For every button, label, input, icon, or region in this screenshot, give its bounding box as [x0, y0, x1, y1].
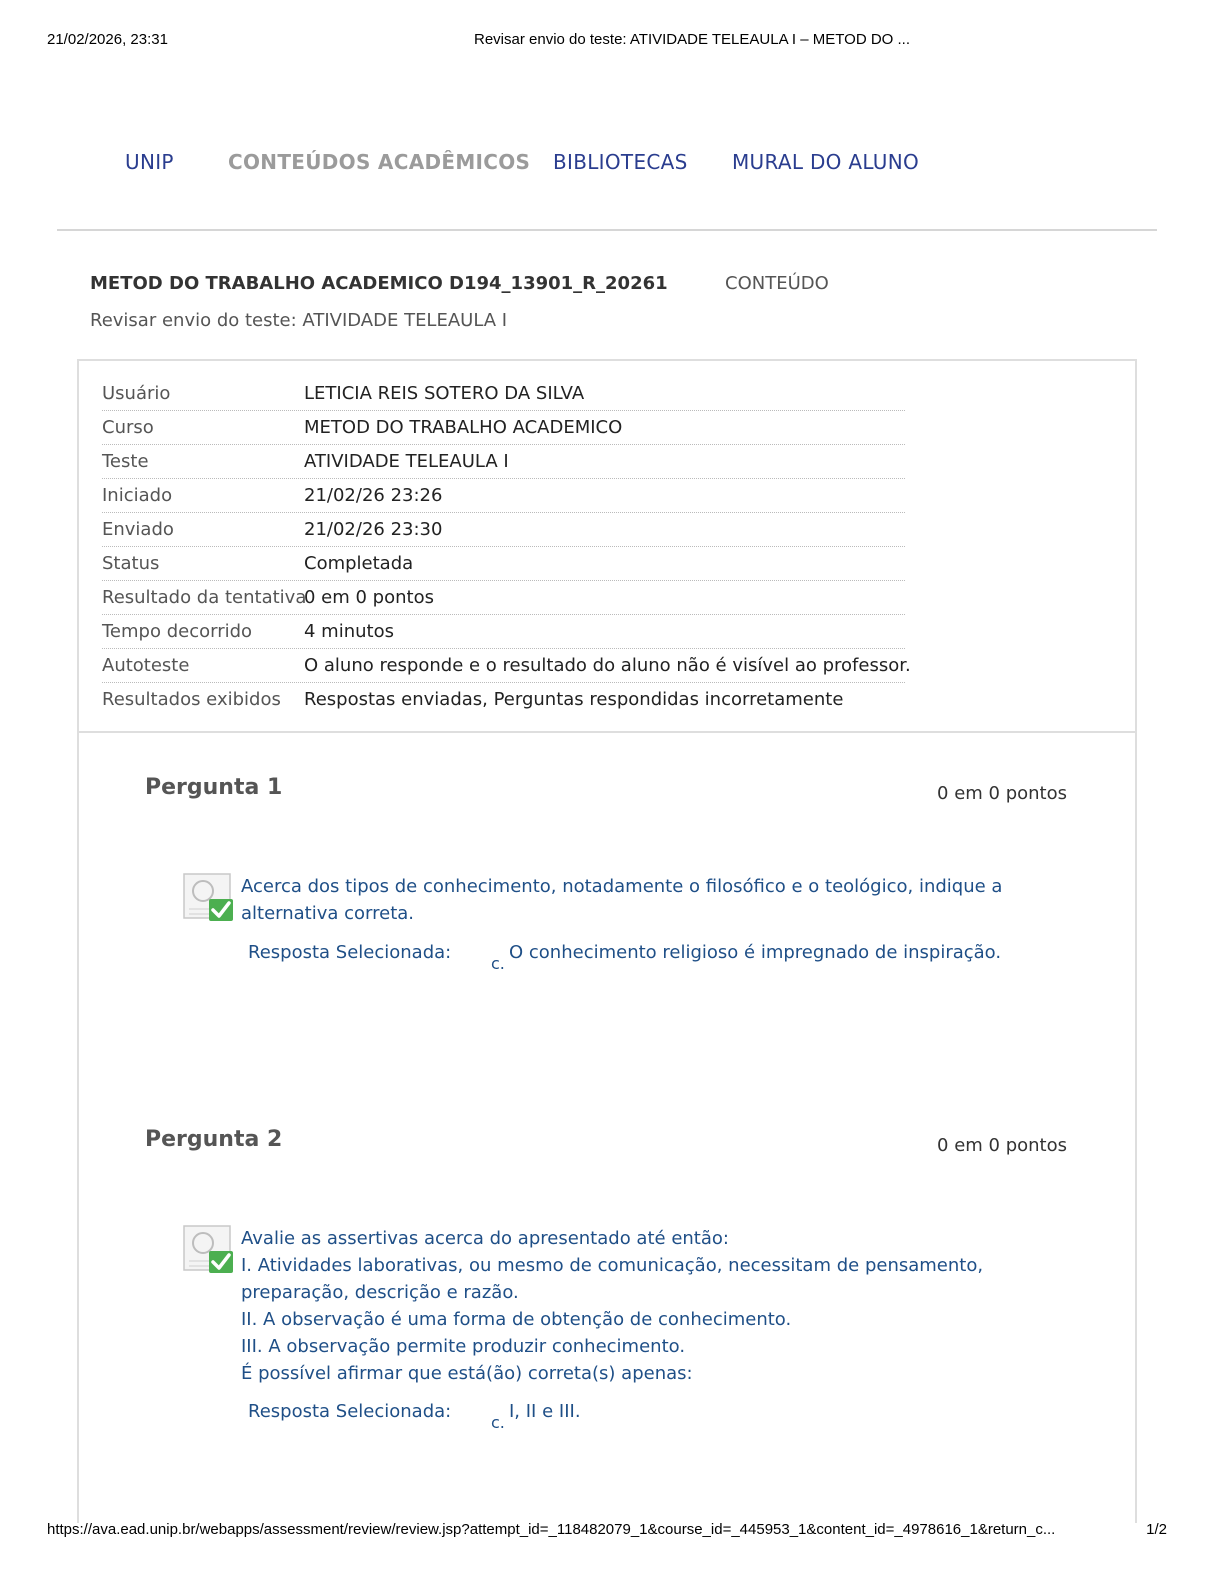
question-text-line: Acerca dos tipos de conhecimento, notadamente o filosófico e o teológico, indique a — [241, 876, 1003, 897]
question-2-title: Pergunta 2 — [145, 1127, 283, 1152]
info-row — [102, 581, 905, 615]
correct-checkmark-icon — [183, 873, 235, 923]
course-title: METOD DO TRABALHO ACADEMICO D194_13901_R_20261 — [90, 273, 668, 294]
info-label: Autoteste — [102, 655, 190, 676]
print-title: Revisar envio do teste: ATIVIDADE TELEAULA I – METOD DO ... — [474, 31, 910, 48]
question-1-response-letter: c. — [491, 954, 505, 973]
question-text-line: II. A observação é uma forma de obtenção de conhecimento. — [241, 1309, 792, 1330]
question-text-line: III. A observação permite produzir conhecimento. — [241, 1336, 686, 1357]
info-row — [102, 615, 905, 649]
question-1-text — [241, 873, 1021, 927]
question-text-line: É possível afirmar que está(ão) correta(s) apenas: — [241, 1363, 693, 1384]
attempt-info-table — [77, 359, 1137, 733]
info-value: METOD DO TRABALHO ACADEMICO — [304, 417, 623, 438]
info-label: Curso — [102, 417, 154, 438]
info-label: Enviado — [102, 519, 174, 540]
correct-checkmark-icon — [183, 1225, 235, 1275]
question-1-response-text: O conhecimento religioso é impregnado de inspiração. — [509, 942, 1002, 963]
print-url: https://ava.ead.unip.br/webapps/assessment/review/review.jsp?attempt_id=_118482079_1&course_id=_445953_1&content_id=_4978616_1&return_c... — [47, 1521, 1056, 1538]
question-2-response-text: I, II e III. — [509, 1401, 581, 1422]
nav-divider — [57, 229, 1157, 231]
question-text-line: alternativa correta. — [241, 903, 415, 924]
info-value: ATIVIDADE TELEAULA I — [304, 451, 509, 472]
question-text-line: I. Atividades laborativas, ou mesmo de comunicação, necessitam de pensamento, — [241, 1255, 984, 1276]
info-value: Respostas enviadas, Perguntas respondidas incorretamente — [304, 689, 844, 710]
info-row — [102, 649, 911, 683]
page-breadcrumb: Revisar envio do teste: ATIVIDADE TELEAULA I — [90, 310, 508, 331]
info-label: Status — [102, 553, 160, 574]
question-2-points: 0 em 0 pontos — [937, 1135, 1067, 1156]
nav-bibliotecas[interactable]: BIBLIOTECAS — [553, 150, 688, 174]
info-row — [102, 683, 905, 717]
question-1-response-label: Resposta Selecionada: — [248, 942, 452, 963]
info-row — [102, 411, 905, 445]
nav-unip[interactable]: UNIP — [125, 150, 174, 174]
question-text-line: preparação, descrição e razão. — [241, 1282, 519, 1303]
question-2-text — [241, 1225, 1021, 1387]
info-label: Iniciado — [102, 485, 173, 506]
print-datetime: 21/02/2026, 23:31 — [47, 31, 168, 48]
info-label: Resultados exibidos — [102, 689, 281, 710]
info-row — [102, 377, 905, 411]
print-footer — [47, 1521, 1178, 1541]
question-1-title: Pergunta 1 — [145, 775, 283, 800]
info-row — [102, 479, 905, 513]
info-value: O aluno responde e o resultado do aluno não é visível ao professor. — [304, 655, 911, 676]
course-content-link[interactable]: CONTEÚDO — [725, 273, 829, 294]
info-value: 0 em 0 pontos — [304, 587, 434, 608]
print-header — [47, 31, 1178, 51]
info-value: 4 minutos — [304, 621, 394, 642]
question-text-line: Avalie as assertivas acerca do apresentado até então: — [241, 1228, 729, 1249]
question-2-response-letter: c. — [491, 1413, 505, 1432]
info-row — [102, 513, 905, 547]
nav-mural-do-aluno[interactable]: MURAL DO ALUNO — [732, 150, 920, 174]
print-page-number: 1/2 — [1146, 1521, 1167, 1538]
question-1-points: 0 em 0 pontos — [937, 783, 1067, 804]
info-value: Completada — [304, 553, 414, 574]
info-label: Teste — [102, 451, 149, 472]
info-value: LETICIA REIS SOTERO DA SILVA — [304, 383, 585, 404]
info-label: Usuário — [102, 383, 171, 404]
info-value: 21/02/26 23:26 — [304, 485, 443, 506]
question-2-response-label: Resposta Selecionada: — [248, 1401, 452, 1422]
info-label: Tempo decorrido — [102, 621, 253, 642]
info-row — [102, 547, 905, 581]
info-label: Resultado da tentativa — [102, 587, 307, 608]
info-value: 21/02/26 23:30 — [304, 519, 443, 540]
nav-conteudos-academicos[interactable]: CONTEÚDOS ACADÊMICOS — [228, 150, 531, 174]
info-row — [102, 445, 905, 479]
